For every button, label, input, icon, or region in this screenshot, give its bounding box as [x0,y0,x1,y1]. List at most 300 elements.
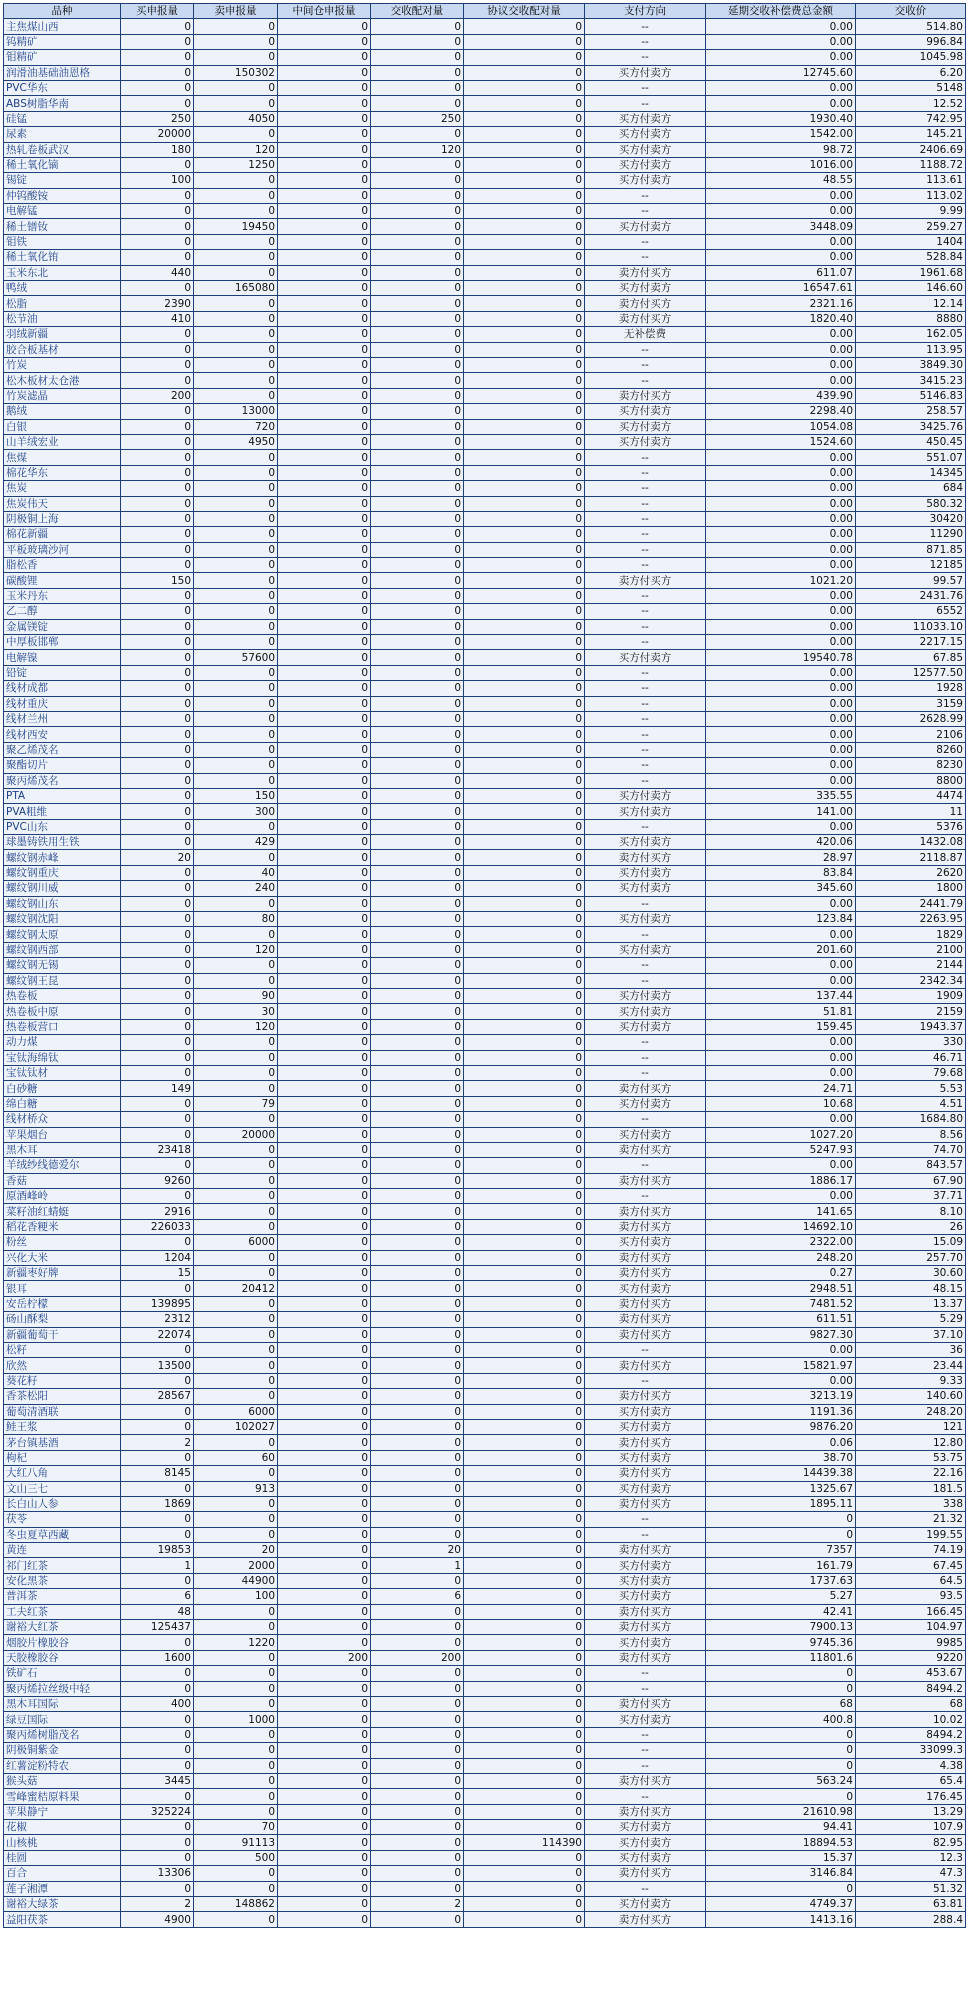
table-row[interactable] [4,635,966,650]
product-name-cell: 螺纹钢山东 [4,896,121,911]
value-cell: 30.60 [856,1266,966,1281]
value-cell: 0 [278,1696,371,1711]
table-row[interactable] [4,696,966,711]
table-row[interactable] [4,1435,966,1450]
payment-direction-cell: -- [585,665,706,680]
value-cell: 0 [371,1881,464,1896]
table-row[interactable] [4,173,966,188]
payment-direction-cell: 买方付卖方 [585,804,706,819]
table-row[interactable] [4,1620,966,1635]
value-cell: 0 [278,419,371,434]
table-row[interactable] [4,1743,966,1758]
table-row[interactable] [4,96,966,111]
value-cell: 107.9 [856,1820,966,1835]
table-row[interactable] [4,1696,966,1711]
value-cell: 0 [464,604,585,619]
value-cell: 0 [121,250,194,265]
table-row[interactable] [4,496,966,511]
table-row[interactable] [4,50,966,65]
table-row[interactable] [4,1035,966,1050]
table-row[interactable] [4,1373,966,1388]
payment-direction-cell: -- [585,1342,706,1357]
payment-direction-cell: 买方付卖方 [585,173,706,188]
value-cell: 0 [371,927,464,942]
value-cell: 0 [121,604,194,619]
value-cell: 0.00 [706,1065,856,1080]
table-row[interactable] [4,465,966,480]
value-cell: 0 [278,773,371,788]
value-cell: 0 [371,1296,464,1311]
product-name-cell: 稀土镨钕 [4,219,121,234]
value-cell: 0 [464,635,585,650]
table-row[interactable] [4,373,966,388]
table-row[interactable] [4,542,966,557]
table-row[interactable] [4,927,966,942]
table-row[interactable] [4,758,966,773]
table-row[interactable] [4,1327,966,1342]
value-cell: 0 [121,542,194,557]
table-row[interactable] [4,711,966,726]
payment-direction-cell: 卖方付买方 [585,1496,706,1511]
table-row[interactable] [4,1558,966,1573]
table-row[interactable] [4,573,966,588]
table-row[interactable] [4,204,966,219]
table-row[interactable] [4,1789,966,1804]
table-row[interactable] [4,219,966,234]
value-cell: 6000 [194,1235,278,1250]
value-cell: 0.00 [706,604,856,619]
product-name-cell: PVA粗维 [4,804,121,819]
table-row[interactable] [4,1189,966,1204]
table-row[interactable] [4,942,966,957]
value-cell: 0 [278,788,371,803]
value-cell: 0 [194,1266,278,1281]
payment-direction-cell: -- [585,481,706,496]
table-row[interactable] [4,881,966,896]
value-cell: 0 [121,912,194,927]
table-row[interactable] [4,419,966,434]
table-row[interactable] [4,281,966,296]
payment-direction-cell: 买方付卖方 [585,865,706,880]
value-cell: 0 [464,157,585,172]
table-row[interactable] [4,1835,966,1850]
value-cell: 0 [194,511,278,526]
table-row[interactable] [4,111,966,126]
table-row[interactable] [4,1543,966,1558]
value-cell: 0 [371,711,464,726]
table-row[interactable] [4,1850,966,1865]
table-row[interactable] [4,388,966,403]
value-cell: 0 [371,942,464,957]
value-cell: 0 [371,696,464,711]
value-cell: 0 [464,927,585,942]
value-cell: 2322.00 [706,1235,856,1250]
table-row[interactable] [4,511,966,526]
table-row[interactable] [4,1573,966,1588]
table-row[interactable] [4,127,966,142]
table-row[interactable] [4,1650,966,1665]
value-cell: 0 [278,650,371,665]
value-cell: 0 [194,1527,278,1542]
value-cell: 0 [278,1327,371,1342]
table-row[interactable] [4,1266,966,1281]
product-name-cell: 雪峰蜜桔原料果 [4,1789,121,1804]
table-row[interactable] [4,1635,966,1650]
product-name-cell: 电解锰 [4,204,121,219]
table-row[interactable] [4,1481,966,1496]
payment-direction-cell: 无补偿费 [585,327,706,342]
value-cell: 3445 [121,1773,194,1788]
table-row[interactable] [4,1281,966,1296]
table-row[interactable] [4,250,966,265]
value-cell: 0 [278,1820,371,1835]
value-cell: 0 [464,34,585,49]
value-cell: 0 [278,1373,371,1388]
value-cell: 0 [464,142,585,157]
table-row[interactable] [4,142,966,157]
value-cell: 0 [278,1897,371,1912]
table-row[interactable] [4,1712,966,1727]
value-cell: 0 [194,250,278,265]
value-cell: 0 [371,1127,464,1142]
table-row[interactable] [4,1342,966,1357]
table-row[interactable] [4,958,966,973]
product-name-cell: 鲑王浆 [4,1419,121,1434]
table-row[interactable] [4,835,966,850]
value-cell: 20 [121,850,194,865]
value-cell: 843.57 [856,1158,966,1173]
value-cell: 120 [194,1019,278,1034]
value-cell: 1325.67 [706,1481,856,1496]
table-row[interactable] [4,357,966,372]
value-cell: 0 [371,1773,464,1788]
table-row[interactable] [4,1419,966,1434]
table-row[interactable] [4,1527,966,1542]
value-cell: 1943.37 [856,1019,966,1034]
value-cell: 51.81 [706,1004,856,1019]
table-row[interactable] [4,1466,966,1481]
value-cell: 0 [278,1512,371,1527]
table-row[interactable] [4,481,966,496]
value-cell: 0 [371,773,464,788]
value-cell: 0 [194,127,278,142]
value-cell: 0 [194,619,278,634]
table-row[interactable] [4,434,966,449]
value-cell: 0.00 [706,1342,856,1357]
table-row[interactable] [4,404,966,419]
payment-direction-cell: 买方付卖方 [585,1558,706,1573]
payment-direction-cell: 买方付卖方 [585,1281,706,1296]
table-row[interactable] [4,527,966,542]
product-name-cell: 新疆葡萄干 [4,1327,121,1342]
value-cell: 0 [464,773,585,788]
value-cell: 0 [464,1543,585,1558]
value-cell: 0.00 [706,465,856,480]
value-cell: 8880 [856,311,966,326]
value-cell: 0 [464,1466,585,1481]
value-cell: 14345 [856,465,966,480]
column-header: 卖申报量 [194,4,278,19]
value-cell: 0 [278,404,371,419]
table-row[interactable] [4,34,966,49]
payment-direction-cell: 买方付卖方 [585,1019,706,1034]
value-cell: 0 [706,1789,856,1804]
value-cell: 0 [464,1681,585,1696]
table-row[interactable] [4,157,966,172]
payment-direction-cell: 买方付卖方 [585,1404,706,1419]
value-cell: 0 [464,404,585,419]
table-row[interactable] [4,1866,966,1881]
value-cell: 0 [121,1035,194,1050]
table-row[interactable] [4,1881,966,1896]
table-row[interactable] [4,681,966,696]
value-cell: 0 [371,19,464,34]
product-name-cell: 益阳茯茶 [4,1912,121,1927]
value-cell: 0 [121,865,194,880]
product-name-cell: 乙二醇 [4,604,121,619]
value-cell: 3415.23 [856,373,966,388]
value-cell: 26 [856,1219,966,1234]
value-cell: 0 [194,481,278,496]
table-row[interactable] [4,234,966,249]
table-row[interactable] [4,1173,966,1188]
table-row[interactable] [4,1604,966,1619]
table-row[interactable] [4,896,966,911]
payment-direction-cell: -- [585,958,706,973]
table-row[interactable] [4,1804,966,1819]
value-cell: 37.71 [856,1189,966,1204]
value-cell: 0 [371,1342,464,1357]
value-cell: 0 [194,50,278,65]
product-name-cell: 棉花华东 [4,465,121,480]
table-row[interactable] [4,327,966,342]
product-name-cell: 玉米东北 [4,265,121,280]
value-cell: 0 [121,157,194,172]
table-row[interactable] [4,973,966,988]
value-cell: 0.00 [706,1158,856,1173]
product-name-cell: 硅锰 [4,111,121,126]
value-cell: 257.70 [856,1250,966,1265]
table-row[interactable] [4,65,966,80]
value-cell: 0 [464,1065,585,1080]
value-cell: 0 [464,1358,585,1373]
product-name-cell: 安化黑茶 [4,1573,121,1588]
value-cell: 0 [371,1404,464,1419]
value-cell: 0 [464,1281,585,1296]
table-row[interactable] [4,912,966,927]
table-row[interactable] [4,1358,966,1373]
value-cell: 0 [464,296,585,311]
value-cell: 0.00 [706,773,856,788]
table-row[interactable] [4,558,966,573]
value-cell: 0 [371,758,464,773]
value-cell: 12.14 [856,296,966,311]
value-cell: 5.27 [706,1589,856,1604]
value-cell: 5.29 [856,1312,966,1327]
value-cell: 0 [278,342,371,357]
value-cell: 80 [194,912,278,927]
value-cell: 1220 [194,1635,278,1650]
table-row[interactable] [4,619,966,634]
table-row[interactable] [4,1204,966,1219]
payment-direction-cell: -- [585,50,706,65]
value-cell: 2406.69 [856,142,966,157]
table-row[interactable] [4,742,966,757]
table-row[interactable] [4,1389,966,1404]
value-cell: 0.00 [706,357,856,372]
table-row[interactable] [4,989,966,1004]
product-name-cell: 棉花新疆 [4,527,121,542]
value-cell: 0 [278,881,371,896]
table-row[interactable] [4,1666,966,1681]
value-cell: 68 [706,1696,856,1711]
value-cell: 67.45 [856,1558,966,1573]
value-cell: 19450 [194,219,278,234]
value-cell: 0 [194,1112,278,1127]
table-row[interactable] [4,665,966,680]
table-row[interactable] [4,80,966,95]
table-row[interactable] [4,1773,966,1788]
value-cell: 0 [464,896,585,911]
value-cell: 0 [278,1096,371,1111]
table-row[interactable] [4,1681,966,1696]
value-cell: 0 [371,327,464,342]
table-row[interactable] [4,1727,966,1742]
value-cell: 0 [371,450,464,465]
table-row[interactable] [4,1912,966,1927]
value-cell: 8494.2 [856,1681,966,1696]
product-name-cell: 主焦煤山西 [4,19,121,34]
table-row[interactable] [4,311,966,326]
table-row[interactable] [4,1081,966,1096]
value-cell: 0 [121,958,194,973]
table-row[interactable] [4,1404,966,1419]
table-row[interactable] [4,342,966,357]
table-row[interactable] [4,296,966,311]
product-name-cell: 线材重庆 [4,696,121,711]
table-row[interactable] [4,1897,966,1912]
table-row[interactable] [4,1589,966,1604]
table-row[interactable] [4,773,966,788]
value-cell: 0 [371,1389,464,1404]
value-cell: 400 [121,1696,194,1711]
payment-direction-cell: 买方付卖方 [585,1450,706,1465]
table-row[interactable] [4,1820,966,1835]
table-row[interactable] [4,1250,966,1265]
value-cell: 0 [278,1142,371,1157]
value-cell: 330 [856,1035,966,1050]
value-cell: 13000 [194,404,278,419]
table-row[interactable] [4,265,966,280]
value-cell: 114390 [464,1835,585,1850]
value-cell: 0 [278,1419,371,1434]
table-row[interactable] [4,1004,966,1019]
table-row[interactable] [4,604,966,619]
value-cell: 248.20 [706,1250,856,1265]
table-row[interactable] [4,1127,966,1142]
value-cell: 0 [371,819,464,834]
table-row[interactable] [4,1312,966,1327]
value-cell: 0 [371,1204,464,1219]
payment-direction-cell: -- [585,1789,706,1804]
table-row[interactable] [4,450,966,465]
value-cell: 0 [464,1881,585,1896]
table-row[interactable] [4,1512,966,1527]
product-name-cell: 平板玻璃沙河 [4,542,121,557]
table-row[interactable] [4,1158,966,1173]
value-cell: 0.00 [706,1112,856,1127]
product-name-cell: 葡萄清酒联 [4,1404,121,1419]
value-cell: 0 [121,742,194,757]
value-cell: 2390 [121,296,194,311]
table-row[interactable] [4,650,966,665]
table-row[interactable] [4,788,966,803]
value-cell: 0 [371,1158,464,1173]
product-name-cell: 谢裕大绿茶 [4,1897,121,1912]
table-row[interactable] [4,588,966,603]
payment-direction-cell: 买方付卖方 [585,65,706,80]
table-row[interactable] [4,1065,966,1080]
table-row[interactable] [4,1096,966,1111]
value-cell: 0 [278,973,371,988]
table-row[interactable] [4,865,966,880]
value-cell: 15.09 [856,1235,966,1250]
value-cell: 563.24 [706,1773,856,1788]
payment-direction-cell: -- [585,973,706,988]
table-row[interactable] [4,1019,966,1034]
value-cell: 0 [194,727,278,742]
product-name-cell: 聚丙烯树脂茂名 [4,1727,121,1742]
table-row[interactable] [4,1112,966,1127]
table-row[interactable] [4,1450,966,1465]
value-cell: 21610.98 [706,1804,856,1819]
payment-direction-cell: -- [585,188,706,203]
table-row[interactable] [4,804,966,819]
table-row[interactable] [4,1142,966,1157]
table-row[interactable] [4,1050,966,1065]
value-cell: 1737.63 [706,1573,856,1588]
payment-direction-cell: 买方付卖方 [585,142,706,157]
product-name-cell: 银耳 [4,1281,121,1296]
value-cell: 0 [464,1512,585,1527]
table-row[interactable] [4,1296,966,1311]
value-cell: 0 [371,650,464,665]
table-row[interactable] [4,819,966,834]
table-row[interactable] [4,1758,966,1773]
value-cell: 0 [464,1635,585,1650]
value-cell: 13.29 [856,1804,966,1819]
value-cell: 7900.13 [706,1620,856,1635]
value-cell: 258.57 [856,404,966,419]
value-cell: 2342.34 [856,973,966,988]
table-row[interactable] [4,727,966,742]
table-row[interactable] [4,1496,966,1511]
value-cell: 0 [278,804,371,819]
value-cell: 20412 [194,1281,278,1296]
table-row[interactable] [4,1219,966,1234]
value-cell: 0 [706,1681,856,1696]
table-row[interactable] [4,1235,966,1250]
table-row[interactable] [4,850,966,865]
payment-direction-cell: 买方付卖方 [585,1589,706,1604]
table-row[interactable] [4,188,966,203]
value-cell: 0 [464,1266,585,1281]
value-cell: 0 [371,850,464,865]
table-row[interactable] [4,19,966,34]
product-name-cell: 仲钨酸铵 [4,188,121,203]
value-cell: 6000 [194,1404,278,1419]
value-cell: 0 [278,573,371,588]
